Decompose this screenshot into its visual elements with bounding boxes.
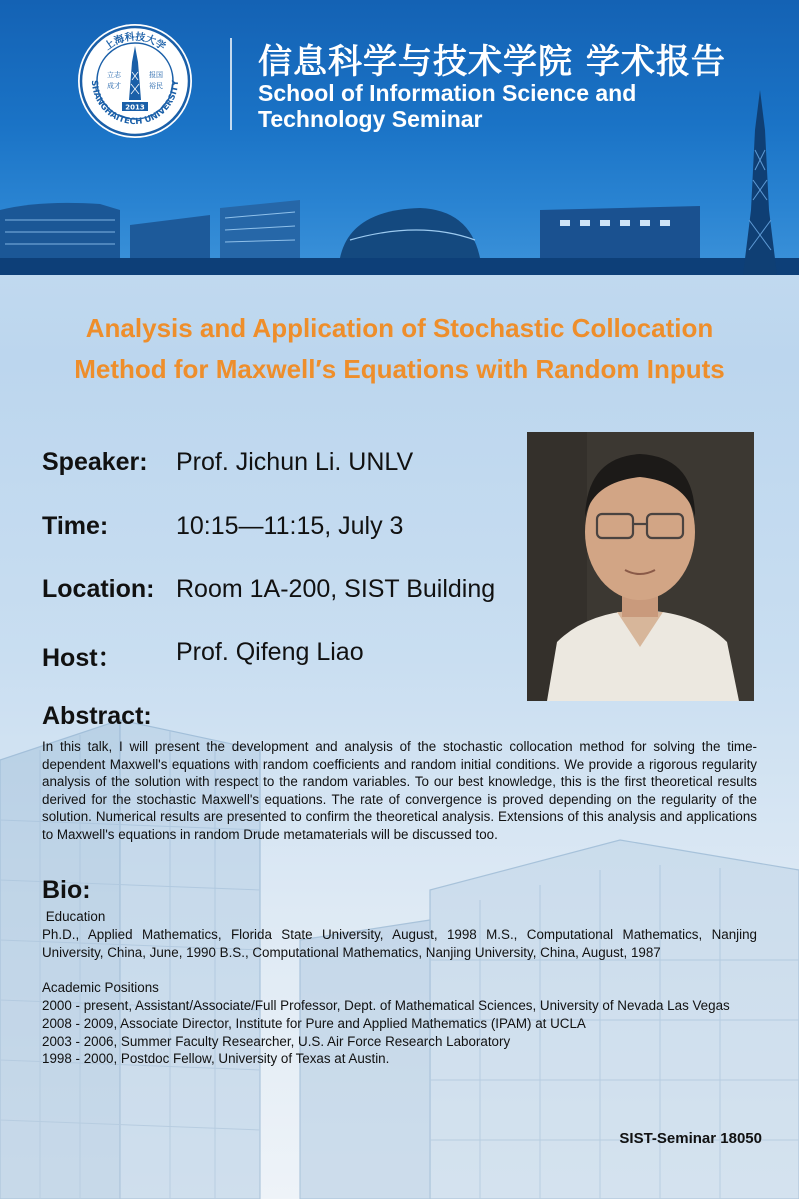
talk-title-line2: Method for Maxwell′s Equations with Random Inputs (74, 354, 725, 384)
tower-illustration (735, 90, 785, 275)
university-logo (76, 22, 194, 140)
location-label: Location: (42, 575, 155, 603)
seminar-id: SIST-Seminar 18050 (619, 1130, 762, 1147)
bio-spacer (42, 961, 757, 979)
speaker-value: Prof. Jichun Li. UNLV (176, 448, 414, 476)
logo-university-name: SHANGHAITECH UNIVERSITY (88, 79, 182, 128)
campus-skyline-illustration (0, 170, 799, 275)
header-title-en-line1: School of Information Science and (258, 80, 637, 106)
positions-label: Academic Positions (42, 980, 159, 996)
header-banner (0, 0, 799, 275)
talk-title (20, 308, 779, 390)
speaker-portrait-illustration (527, 432, 754, 701)
header-title-en-line2: Technology Seminar (258, 106, 483, 132)
header-title-en (258, 80, 718, 132)
abstract-heading: Abstract: (42, 702, 152, 730)
bio-heading: Bio: (42, 876, 91, 904)
host-label: Host： (42, 644, 123, 672)
header-divider (230, 38, 232, 130)
education-label: Education (42, 909, 106, 924)
time-label: Time: (42, 512, 109, 540)
position-item-1: 2000 - present, Assistant/Associate/Full Professor, Dept. of Mathematical Sciences, University of Nevada Las Vegas (42, 997, 730, 1013)
logo-year: 2013 (125, 103, 145, 112)
education-text: Ph.D., Applied Mathematics, Florida State University, August, 1998 M.S., Computational Mathematics, Nanjing University, China, June, 1990 B.S., Computational Mathematics, Nanjing University, China, August, 1987 (42, 926, 757, 960)
speaker-label: Speaker: (42, 448, 148, 476)
position-item-3: 2003 - 2006, Summer Faculty Researcher, U.S. Air Force Research Laboratory (42, 1033, 511, 1049)
position-item-2: 2008 - 2009, Associate Director, Institute for Pure and Applied Mathematics (IPAM) at UCLA (42, 1015, 586, 1031)
header-title-cn: 信息科学与技术学院 学术报告 (258, 42, 726, 82)
host-value: Prof. Qifeng Liao (176, 638, 364, 666)
logo-motto-2: 成才 (107, 82, 121, 90)
bio-section (42, 908, 757, 1068)
logo-motto-1: 立志 (107, 71, 121, 79)
time-value: 10:15—11:15, July 3 (176, 512, 404, 540)
location-value: Room 1A-200, SIST Building (176, 575, 496, 603)
position-item-4: 1998 - 2000, Postdoc Fellow, University of Texas at Austin. (42, 1051, 390, 1067)
speaker-photo (527, 432, 754, 701)
abstract-text: In this talk, I will present the development and analysis of the stochastic collocation method for solving the time-dependent Maxwell's equations with random coefficients and random initial conditions. We provide a rigorous regularity analysis of the solution with respect to the random variables. To our best knowledge, this is the first theoretical results derived for the stochastic Maxwell's equations. The rate of convergence is proved depending on the regularity of the solution. Numerical results are presented to confirm the theoretical analysis. Extensions of this analysis and applications to Maxwell's equations in random Drude metamaterials will be discussed too. (42, 739, 757, 842)
logo-motto-4: 裕民 (149, 82, 163, 90)
logo-motto-3: 报国 (149, 71, 163, 79)
talk-title-line1: Analysis and Application of Stochastic Collocation (85, 313, 714, 343)
logo-name-cn: 上海科技大学 (102, 31, 168, 53)
